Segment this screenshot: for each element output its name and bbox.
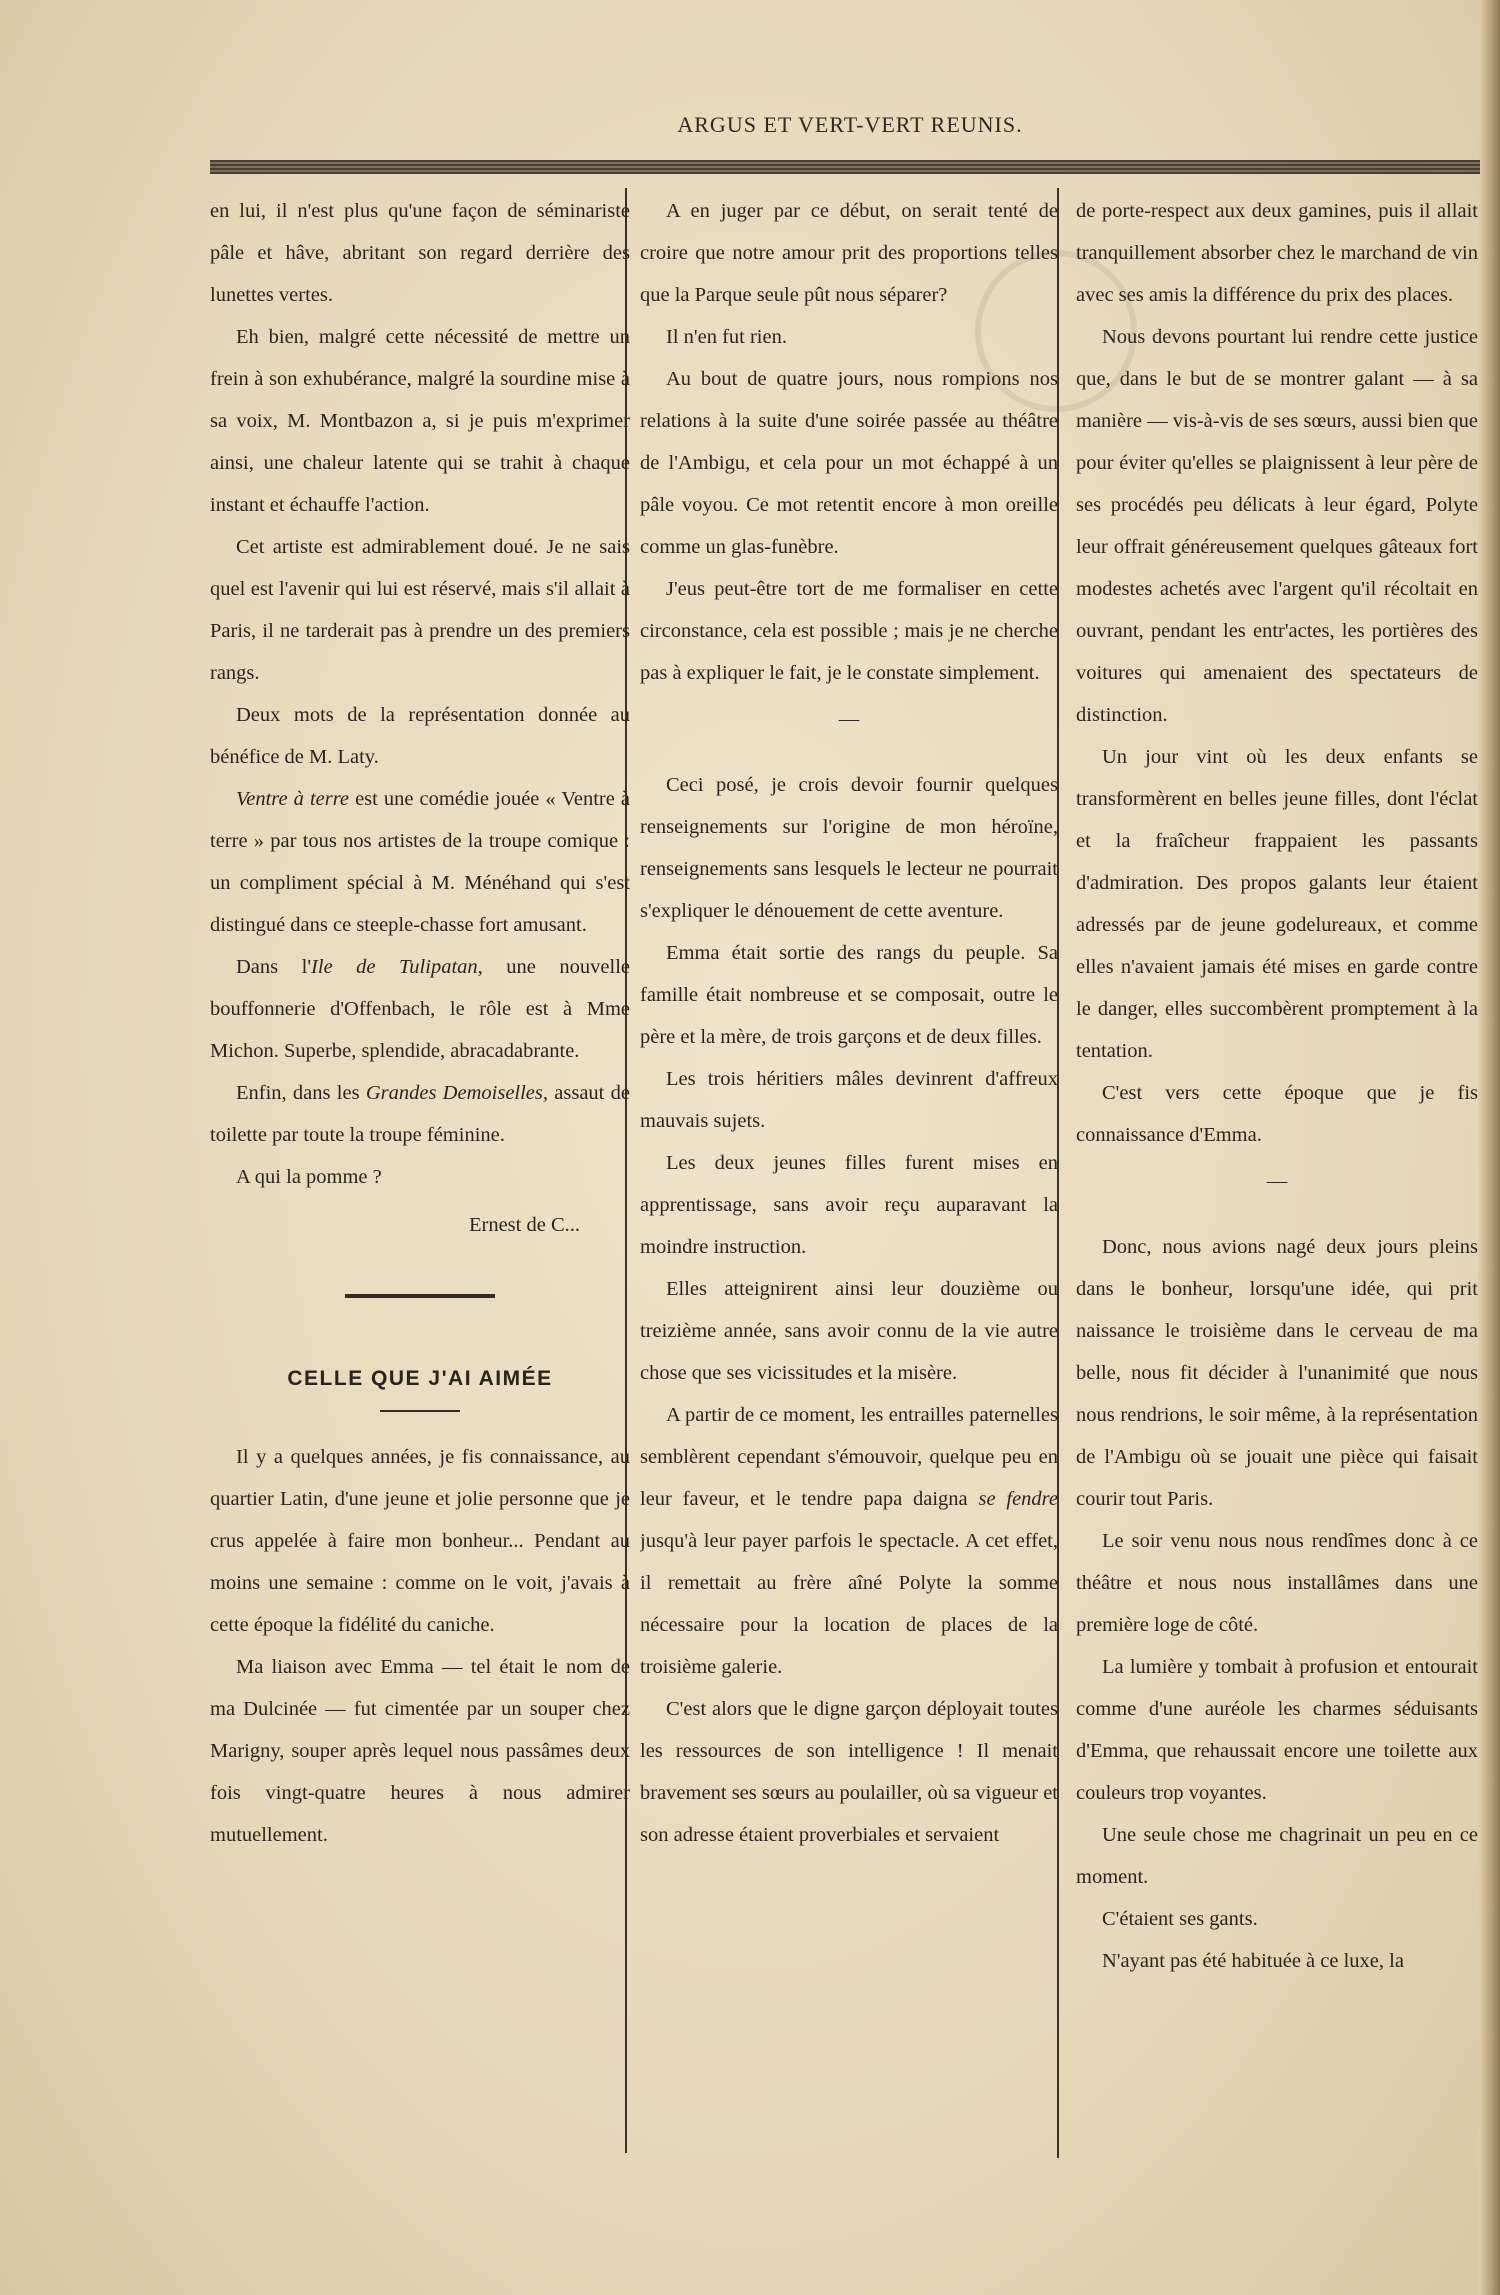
- paragraph: C'est alors que le digne garçon déployait toutes les ressources de son intelligence ! Il menait bravement ses sœurs au poulailler, où sa vigueur et son adresse étaient proverbiales et servaient: [640, 1698, 1058, 1846]
- paragraph: Eh bien, malgré cette nécessité de mettre un frein à son exhubérance, malgré la sourdine mise à sa voix, M. Montbazon a, si je puis m'exprimer ainsi, une chaleur latente qui se trahit à chaque instant et échauffe l'action.: [210, 326, 630, 516]
- paragraph: de porte-respect aux deux gamines, puis il allait tranquillement absorber chez le marchand de vin avec ses amis la différence du prix des places.: [1076, 200, 1478, 306]
- paragraph: Au bout de quatre jours, nous rompions nos relations à la suite d'une soirée passée au théâtre de l'Ambigu, et cela pour un mot échappé à un pâle voyou. Ce mot retentit encore à mon oreille comme un glas-funèbre.: [640, 368, 1058, 558]
- paragraph: Donc, nous avions nagé deux jours pleins dans le bonheur, lorsqu'une idée, qui prit naissance le troisième dans le cerveau de ma belle, nous fit décider à l'unanimité que nous nous rendrions, le soir même, à la représentation de l'Ambigu où se jouait une pièce qui faisait courir tout Paris.: [1076, 1236, 1478, 1510]
- italic-title: Ventre à terre: [236, 788, 350, 810]
- paragraph: Emma était sortie des rangs du peuple. Sa famille était nombreuse et se composait, outre le père et la mère, de trois garçons et de deux filles.: [640, 942, 1058, 1048]
- paragraph: A en juger par ce début, on serait tenté de croire que notre amour prit des proportions telles que la Parque seule pût nous séparer?: [640, 200, 1058, 306]
- paragraph: Ventre à terre est une comédie jouée « Ventre à terre » par tous nos artistes de la troupe comique : un compliment spécial à M. Ménéhand qui s'est distingué dans ce steeple-chasse fort amusant.: [210, 788, 630, 936]
- paragraph: A partir de ce moment, les entrailles paternelles semblèrent cependant s'émouvoir, quelque peu en leur faveur, et le tendre papa daigna se fendre jusqu'à leur payer parfois le spectacle. A cet effet, il remettait au frère aîné Polyte la somme nécessaire pour la location de places de la troisième galerie.: [640, 1404, 1058, 1678]
- italic-phrase: se fendre: [978, 1488, 1058, 1510]
- paragraph: Les trois héritiers mâles devinrent d'affreux mauvais sujets.: [640, 1068, 1058, 1132]
- paragraph: Ceci posé, je crois devoir fournir quelques renseignements sur l'origine de mon héroïne, renseignements sans lesquels le lecteur ne pourrait s'expliquer le dénouement de cette aventure.: [640, 774, 1058, 922]
- paragraph: Le soir venu nous nous rendîmes donc à ce théâtre et nous nous installâmes dans une première loge de côté.: [1076, 1530, 1478, 1636]
- paragraph: Il y a quelques années, je fis connaissance, au quartier Latin, d'une jeune et jolie personne que je crus appelée à faire mon bonheur... Pendant au moins une semaine : comme on le voit, j'avais à cette époque la fidélité du caniche.: [210, 1446, 630, 1636]
- title-rule: [380, 1410, 460, 1412]
- header-rule: [210, 160, 1480, 174]
- italic-title: Grandes Demoiselles,: [365, 1082, 549, 1104]
- paragraph: J'eus peut-être tort de me formaliser en cette circonstance, cela est possible ; mais je ne cherche pas à expliquer le fait, je le constate simplement.: [640, 578, 1058, 684]
- paragraph: Nous devons pourtant lui rendre cette justice que, dans le but de se montrer galant — à sa manière — vis-à-vis de ses sœurs, aussi bien que pour éviter qu'elles se plaignissent à leur père de ses procédés peu délicats à leur égard, Polyte leur offrait généreusement quelques gâteaux fort modestes achetés avec l'argent qu'il récoltait en ouvrant, pendant les entr'actes, les portières des voitures qui amenaient des spectateurs de distinction.: [1076, 326, 1478, 726]
- paragraph: Elles atteignirent ainsi leur douzième ou treizième année, sans avoir connu de la vie autre chose que ses vicissitudes et la misère.: [640, 1278, 1058, 1384]
- paragraph: en lui, il n'est plus qu'une façon de séminariste pâle et hâve, abritant son regard derrière des lunettes vertes.: [210, 200, 630, 306]
- paragraph: Une seule chose me chagrinait un peu en ce moment.: [1076, 1824, 1478, 1888]
- running-header: ARGUS ET VERT-VERT REUNIS.: [677, 112, 1023, 137]
- column-1: [210, 190, 630, 2190]
- paragraph: Il n'en fut rien.: [666, 326, 787, 348]
- paragraph: Deux mots de la représentation donnée au bénéfice de M. Laty.: [210, 704, 630, 768]
- paragraph: Les deux jeunes filles furent mises en apprentissage, sans avoir reçu auparavant la moindre instruction.: [640, 1152, 1058, 1258]
- column-2: [640, 190, 1058, 2190]
- paragraph: Cet artiste est admirablement doué. Je ne sais quel est l'avenir qui lui est réservé, mais s'il allait à Paris, il ne tarderait pas à prendre un des premiers rangs.: [210, 536, 630, 684]
- column-3: [1076, 190, 1478, 2190]
- paragraph: Ma liaison avec Emma — tel était le nom de ma Dulcinée — fut cimentée par un souper chez Marigny, souper après lequel nous passâmes deux fois vingt-quatre heures à nous admirer mutuellement.: [210, 1656, 630, 1846]
- paragraph: La lumière y tombait à profusion et entourait comme d'une auréole les charmes séduisants d'Emma, que rehaussait encore une toilette aux couleurs trop voyantes.: [1076, 1656, 1478, 1804]
- paragraph: Dans l'Ile de Tulipatan, une nouvelle bouffonnerie d'Offenbach, le rôle est à Mme Michon. Superbe, splendide, abracadabrante.: [210, 956, 630, 1062]
- italic-title: Ile de Tulipatan: [311, 956, 478, 978]
- section-dash: —: [1266, 1170, 1288, 1192]
- signature: Ernest de C...: [468, 1214, 580, 1236]
- section-dash: —: [838, 708, 860, 730]
- article-title: CELLE QUE J'AI AIMÉE: [287, 1367, 553, 1390]
- paragraph: Un jour vint où les deux enfants se transformèrent en belles jeune filles, dont l'éclat et la fraîcheur frappaient les passants d'admiration. Des propos galants leur étaient adressés par de jeune godelureaux, et comme elles n'avaient jamais été mises en garde contre le danger, elles succombèrent promptement à la tentation.: [1076, 746, 1478, 1062]
- paragraph: C'étaient ses gants.: [1102, 1908, 1258, 1930]
- binding-spine: [1478, 0, 1500, 2295]
- section-rule: [345, 1294, 495, 1298]
- paragraph: Enfin, dans les Grandes Demoiselles, assaut de toilette par toute la troupe féminine.: [210, 1082, 630, 1146]
- paragraph: N'ayant pas été habituée à ce luxe, la: [1102, 1950, 1404, 1972]
- paragraph: C'est vers cette époque que je fis connaissance d'Emma.: [1076, 1082, 1478, 1146]
- paragraph: A qui la pomme ?: [236, 1166, 382, 1188]
